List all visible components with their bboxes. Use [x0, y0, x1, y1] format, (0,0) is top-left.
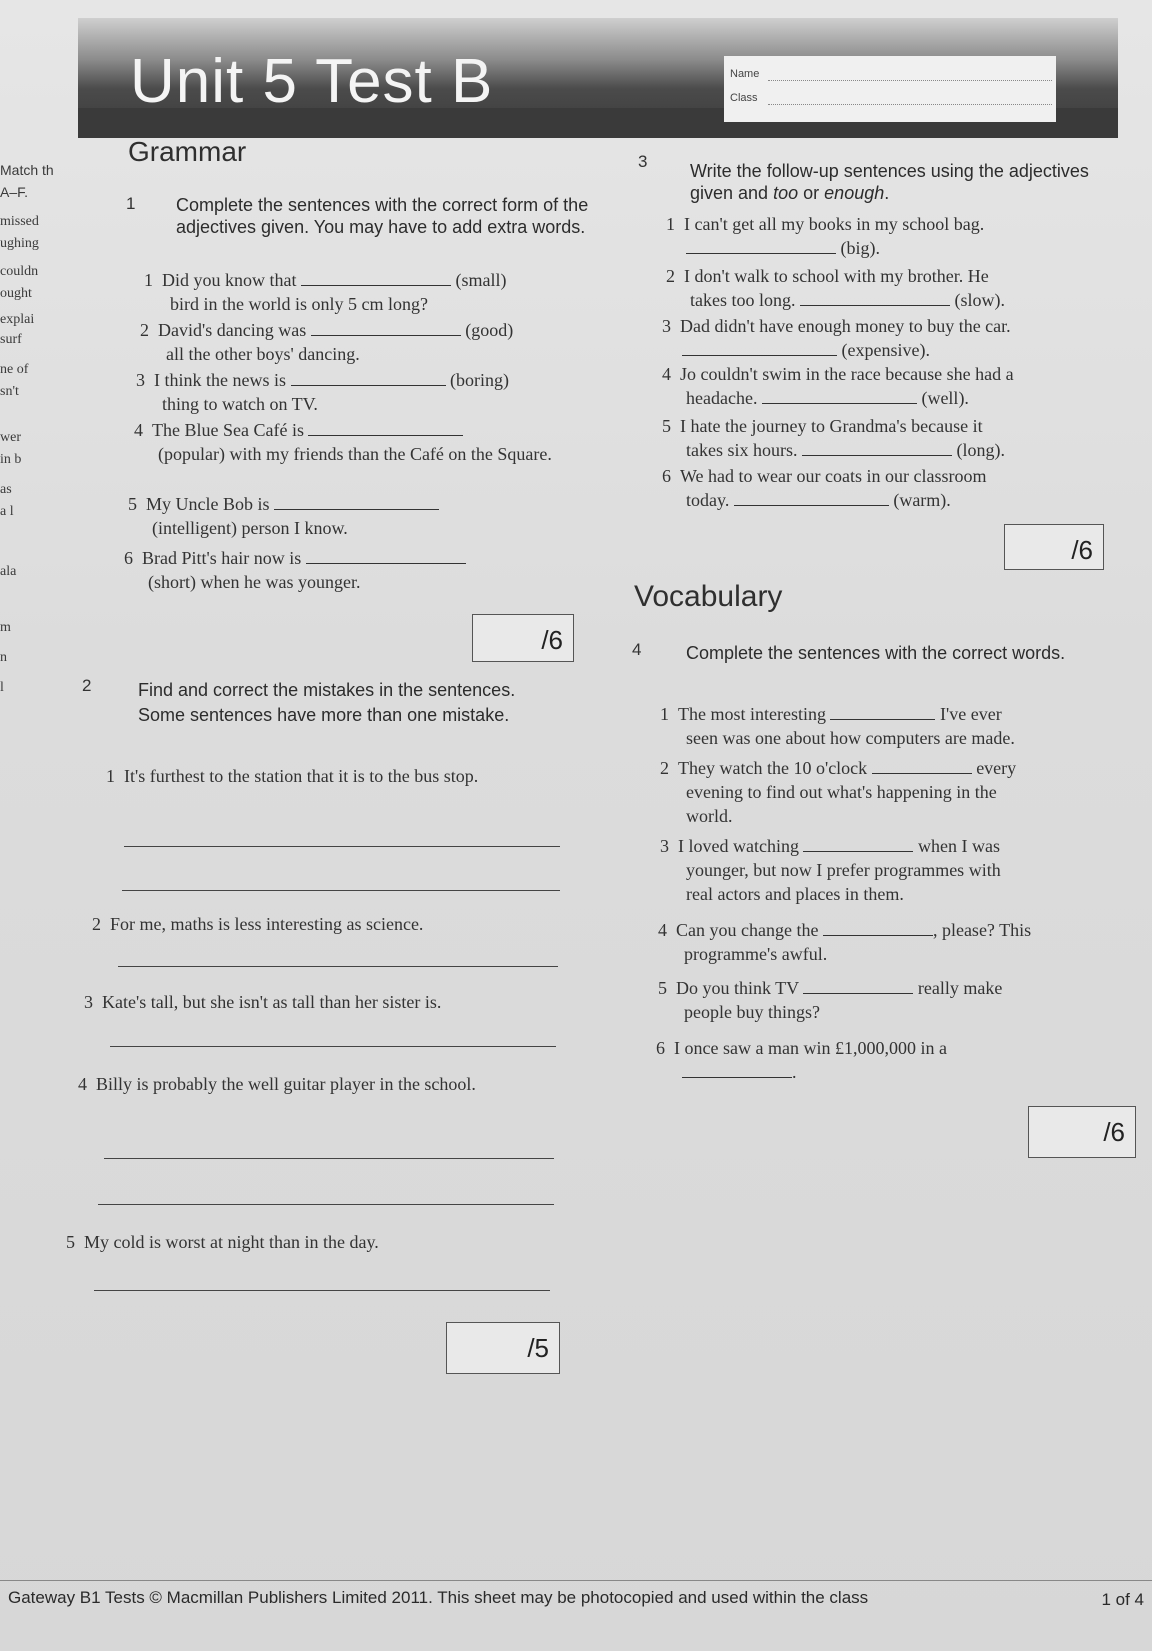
- ex4-item: 3 I loved watching when I was younger, but now I prefer programmes with real actors and places in them.: [660, 836, 1001, 904]
- margin-fragment: couldn: [0, 264, 39, 279]
- margin-fragment: in b: [0, 452, 22, 467]
- class-field[interactable]: [768, 104, 1052, 105]
- vocabulary-heading: Vocabulary: [634, 580, 783, 613]
- ex1-item: 6 Brad Pitt's hair now is (short) when he was younger.: [124, 546, 574, 594]
- answer-blank[interactable]: [802, 439, 952, 456]
- ex1-item: 3 I think the news is (boring) thing to watch on TV.: [136, 370, 509, 414]
- margin-fragment: surf: [0, 332, 22, 347]
- answer-blank[interactable]: [306, 547, 466, 564]
- answer-blank[interactable]: [308, 419, 463, 436]
- answer-blank[interactable]: [686, 237, 836, 254]
- answer-line[interactable]: [94, 1290, 550, 1291]
- ex3-item: 1 I can't get all my books in my school bag. (big).: [666, 214, 985, 258]
- exercise-number: 1: [126, 194, 136, 213]
- margin-fragment: A–F.: [0, 184, 29, 200]
- ex3-item: 6 We had to wear our coats in our classroom today. (warm).: [662, 466, 987, 510]
- ex2-item: 5 My cold is worst at night than in the day.: [66, 1232, 379, 1252]
- exercise-number: 2: [82, 676, 92, 695]
- ex1-item: 2 David's dancing was (good) all the other boys' dancing.: [140, 320, 514, 364]
- score-box[interactable]: /5: [446, 1322, 560, 1374]
- ex3-item: 5 I hate the journey to Grandma's because it takes six hours. (long).: [662, 416, 1005, 460]
- grammar-heading: Grammar: [128, 136, 247, 167]
- footer-copyright: Gateway B1 Tests © Macmillan Publishers Limited 2011. This sheet may be photocopied and used within the class: [8, 1588, 869, 1607]
- score-box[interactable]: /6: [1028, 1106, 1136, 1158]
- answer-blank[interactable]: [311, 319, 461, 336]
- ex4-item: 6 I once saw a man win £1,000,000 in a .: [656, 1038, 947, 1082]
- margin-fragment: n: [0, 650, 7, 665]
- ex3-item: 2 I don't walk to school with my brother. He takes too long. (slow).: [666, 266, 1005, 310]
- answer-line[interactable]: [122, 890, 560, 891]
- answer-line[interactable]: [98, 1204, 554, 1205]
- ex1-item: 5 My Uncle Bob is (intelligent) person I know.: [128, 492, 578, 540]
- answer-blank[interactable]: [800, 289, 950, 306]
- exercise-instruction: Complete the sentences with the correct words.: [686, 643, 1066, 663]
- ex1-item: 1 Did you know that (small) bird in the world is only 5 cm long?: [144, 270, 507, 314]
- answer-blank[interactable]: [682, 339, 837, 356]
- answer-blank[interactable]: [823, 919, 933, 936]
- answer-blank[interactable]: [682, 1061, 792, 1078]
- name-label: Name: [730, 68, 760, 80]
- margin-fragment: ala: [0, 564, 17, 579]
- margin-fragment: sn't: [0, 384, 19, 399]
- exercise-instruction: Find and correct the mistakes in the sentences. Some sentences have more than one mistake.: [138, 680, 516, 725]
- answer-line[interactable]: [104, 1158, 554, 1159]
- exercise-number: 3: [638, 152, 648, 171]
- answer-blank[interactable]: [803, 977, 913, 994]
- ex3-item: 4 Jo couldn't swim in the race because she had a headache. (well).: [662, 364, 1014, 408]
- ex4-item: 4 Can you change the , please? This programme's awful.: [658, 920, 1032, 964]
- ex4-item: 5 Do you think TV really make people buy things?: [658, 978, 1003, 1022]
- answer-blank[interactable]: [301, 269, 451, 286]
- margin-fragment: ought: [0, 286, 32, 301]
- answer-blank[interactable]: [291, 369, 446, 386]
- margin-fragment: m: [0, 620, 11, 635]
- score-box[interactable]: /6: [472, 614, 574, 662]
- ex2-item: 1 It's furthest to the station that it is to the bus stop.: [106, 766, 479, 786]
- class-label: Class: [730, 92, 758, 104]
- answer-blank[interactable]: [762, 387, 917, 404]
- ex2-item: 4 Billy is probably the well guitar player in the school.: [78, 1074, 476, 1094]
- margin-fragment: explai: [0, 312, 35, 327]
- answer-blank[interactable]: [274, 493, 439, 510]
- answer-blank[interactable]: [734, 489, 889, 506]
- name-class-box: [724, 56, 1056, 122]
- margin-fragment: a l: [0, 504, 14, 519]
- margin-fragment: wer: [0, 430, 21, 445]
- margin-fragment: Match th: [0, 162, 54, 178]
- margin-fragment: ughing: [0, 236, 39, 251]
- ex1-item: 4 The Blue Sea Café is (popular) with my friends than the Café on the Square.: [134, 420, 552, 464]
- margin-fragment: as: [0, 482, 12, 497]
- name-field[interactable]: [768, 80, 1052, 81]
- exercise-instruction: Complete the sentences with the correct form of the adjectives given. You may have to add extra words.: [176, 195, 589, 237]
- answer-blank[interactable]: [830, 703, 935, 720]
- margin-fragment: l: [0, 680, 4, 695]
- margin-fragment: missed: [0, 214, 39, 229]
- answer-line[interactable]: [110, 1046, 556, 1047]
- exercise-number: 4: [632, 640, 642, 659]
- answer-blank[interactable]: [803, 835, 913, 852]
- page-title: Unit 5 Test B: [130, 47, 494, 116]
- score-box[interactable]: /6: [1004, 524, 1104, 570]
- answer-line[interactable]: [118, 966, 558, 967]
- answer-line[interactable]: [124, 846, 560, 847]
- ex3-item: 3 Dad didn't have enough money to buy the car. (expensive).: [662, 316, 1011, 360]
- margin-fragment: ne of: [0, 362, 29, 377]
- footer-divider: [0, 1580, 1152, 1581]
- exercise-instruction: Write the follow-up sentences using the adjectives given and too or enough.: [690, 161, 1089, 203]
- answer-blank[interactable]: [872, 757, 972, 774]
- ex4-item: 1 The most interesting I've ever seen was one about how computers are made.: [660, 704, 1015, 748]
- ex4-item: 2 They watch the 10 o'clock every evening to find out what's happening in the world.: [660, 758, 1017, 826]
- page-number: 1 of 4: [1101, 1590, 1144, 1609]
- ex2-item: 2 For me, maths is less interesting as science.: [92, 914, 424, 934]
- ex2-item: 3 Kate's tall, but she isn't as tall than her sister is.: [84, 992, 442, 1012]
